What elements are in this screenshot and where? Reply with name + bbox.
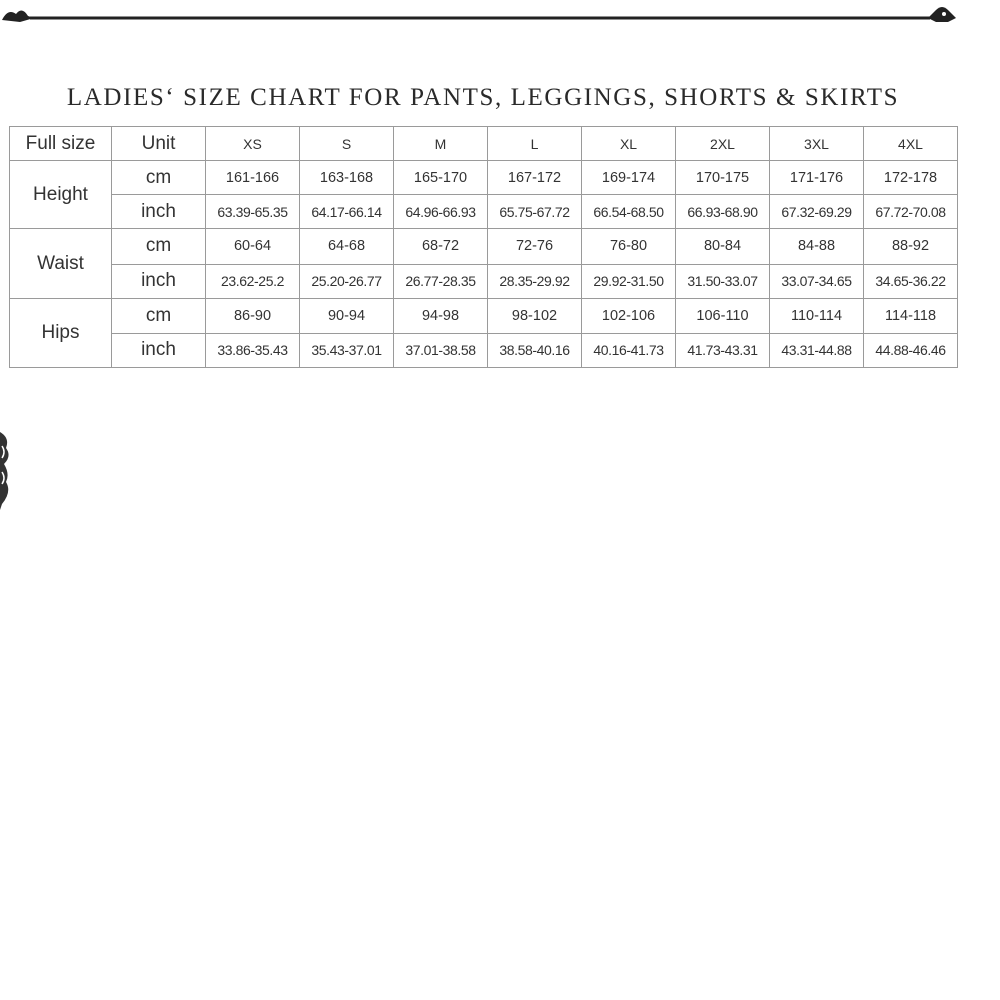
- table-cell: 44.88-46.46: [864, 333, 958, 367]
- unit-label: cm: [112, 229, 206, 264]
- table-cell: 167-172: [488, 161, 582, 195]
- decorative-top-border: [0, 0, 1000, 26]
- table-cell: 26.77-28.35: [394, 264, 488, 298]
- decorative-side-ornament: [0, 432, 12, 510]
- size-chart-table: [9, 126, 958, 368]
- table-cell: 171-176: [770, 161, 864, 195]
- table-cell: 38.58-40.16: [488, 333, 582, 367]
- table-cell: 102-106: [582, 298, 676, 333]
- table-cell: 37.01-38.58: [394, 333, 488, 367]
- unit-label: cm: [112, 161, 206, 195]
- table-cell: 172-178: [864, 161, 958, 195]
- table-cell: 98-102: [488, 298, 582, 333]
- unit-label: inch: [112, 195, 206, 229]
- measure-label-hips: Hips: [10, 298, 112, 367]
- table-cell: 64.17-66.14: [300, 195, 394, 229]
- table-cell: 170-175: [676, 161, 770, 195]
- table-cell: 90-94: [300, 298, 394, 333]
- header-row: [10, 127, 958, 161]
- table-cell: 33.86-35.43: [206, 333, 300, 367]
- table-cell: 64-68: [300, 229, 394, 264]
- table-cell: 31.50-33.07: [676, 264, 770, 298]
- table-cell: 67.32-69.29: [770, 195, 864, 229]
- table-cell: 106-110: [676, 298, 770, 333]
- table-cell: 72-76: [488, 229, 582, 264]
- table-cell: 110-114: [770, 298, 864, 333]
- table-cell: 165-170: [394, 161, 488, 195]
- header-full-size: Full size: [10, 127, 112, 161]
- table-cell: 94-98: [394, 298, 488, 333]
- header-size: 3XL: [770, 127, 864, 161]
- header-size: L: [488, 127, 582, 161]
- header-size: S: [300, 127, 394, 161]
- table-cell: 34.65-36.22: [864, 264, 958, 298]
- table-cell: 76-80: [582, 229, 676, 264]
- table-cell: 28.35-29.92: [488, 264, 582, 298]
- table-cell: 64.96-66.93: [394, 195, 488, 229]
- table-cell: 84-88: [770, 229, 864, 264]
- table-cell: 23.62-25.2: [206, 264, 300, 298]
- table-cell: 80-84: [676, 229, 770, 264]
- table-cell: 60-64: [206, 229, 300, 264]
- table-cell: 86-90: [206, 298, 300, 333]
- header-unit: Unit: [112, 127, 206, 161]
- table-cell: 65.75-67.72: [488, 195, 582, 229]
- table-cell: 163-168: [300, 161, 394, 195]
- table-cell: 66.93-68.90: [676, 195, 770, 229]
- table-cell: 63.39-65.35: [206, 195, 300, 229]
- table-row: [10, 264, 958, 298]
- header-size: M: [394, 127, 488, 161]
- header-size: XL: [582, 127, 676, 161]
- measure-label-height: Height: [10, 161, 112, 229]
- unit-label: inch: [112, 333, 206, 367]
- unit-label: cm: [112, 298, 206, 333]
- measure-label-waist: Waist: [10, 229, 112, 298]
- table-cell: 33.07-34.65: [770, 264, 864, 298]
- unit-label: inch: [112, 264, 206, 298]
- table-row: [10, 298, 958, 333]
- table-cell: 114-118: [864, 298, 958, 333]
- table-row: [10, 333, 958, 367]
- table-cell: 43.31-44.88: [770, 333, 864, 367]
- table-cell: 35.43-37.01: [300, 333, 394, 367]
- table-cell: 67.72-70.08: [864, 195, 958, 229]
- table-cell: 25.20-26.77: [300, 264, 394, 298]
- table-cell: 161-166: [206, 161, 300, 195]
- table-row: [10, 161, 958, 195]
- table-cell: 88-92: [864, 229, 958, 264]
- header-size: 2XL: [676, 127, 770, 161]
- table-cell: 41.73-43.31: [676, 333, 770, 367]
- table-cell: 66.54-68.50: [582, 195, 676, 229]
- page-title: LADIES‘ SIZE CHART FOR PANTS, LEGGINGS, SHORTS & SKIRTS: [66, 84, 900, 111]
- table-cell: 169-174: [582, 161, 676, 195]
- header-size: 4XL: [864, 127, 958, 161]
- header-size: XS: [206, 127, 300, 161]
- table-row: [10, 195, 958, 229]
- table-cell: 40.16-41.73: [582, 333, 676, 367]
- table-cell: 68-72: [394, 229, 488, 264]
- table-cell: 29.92-31.50: [582, 264, 676, 298]
- table-row: [10, 229, 958, 264]
